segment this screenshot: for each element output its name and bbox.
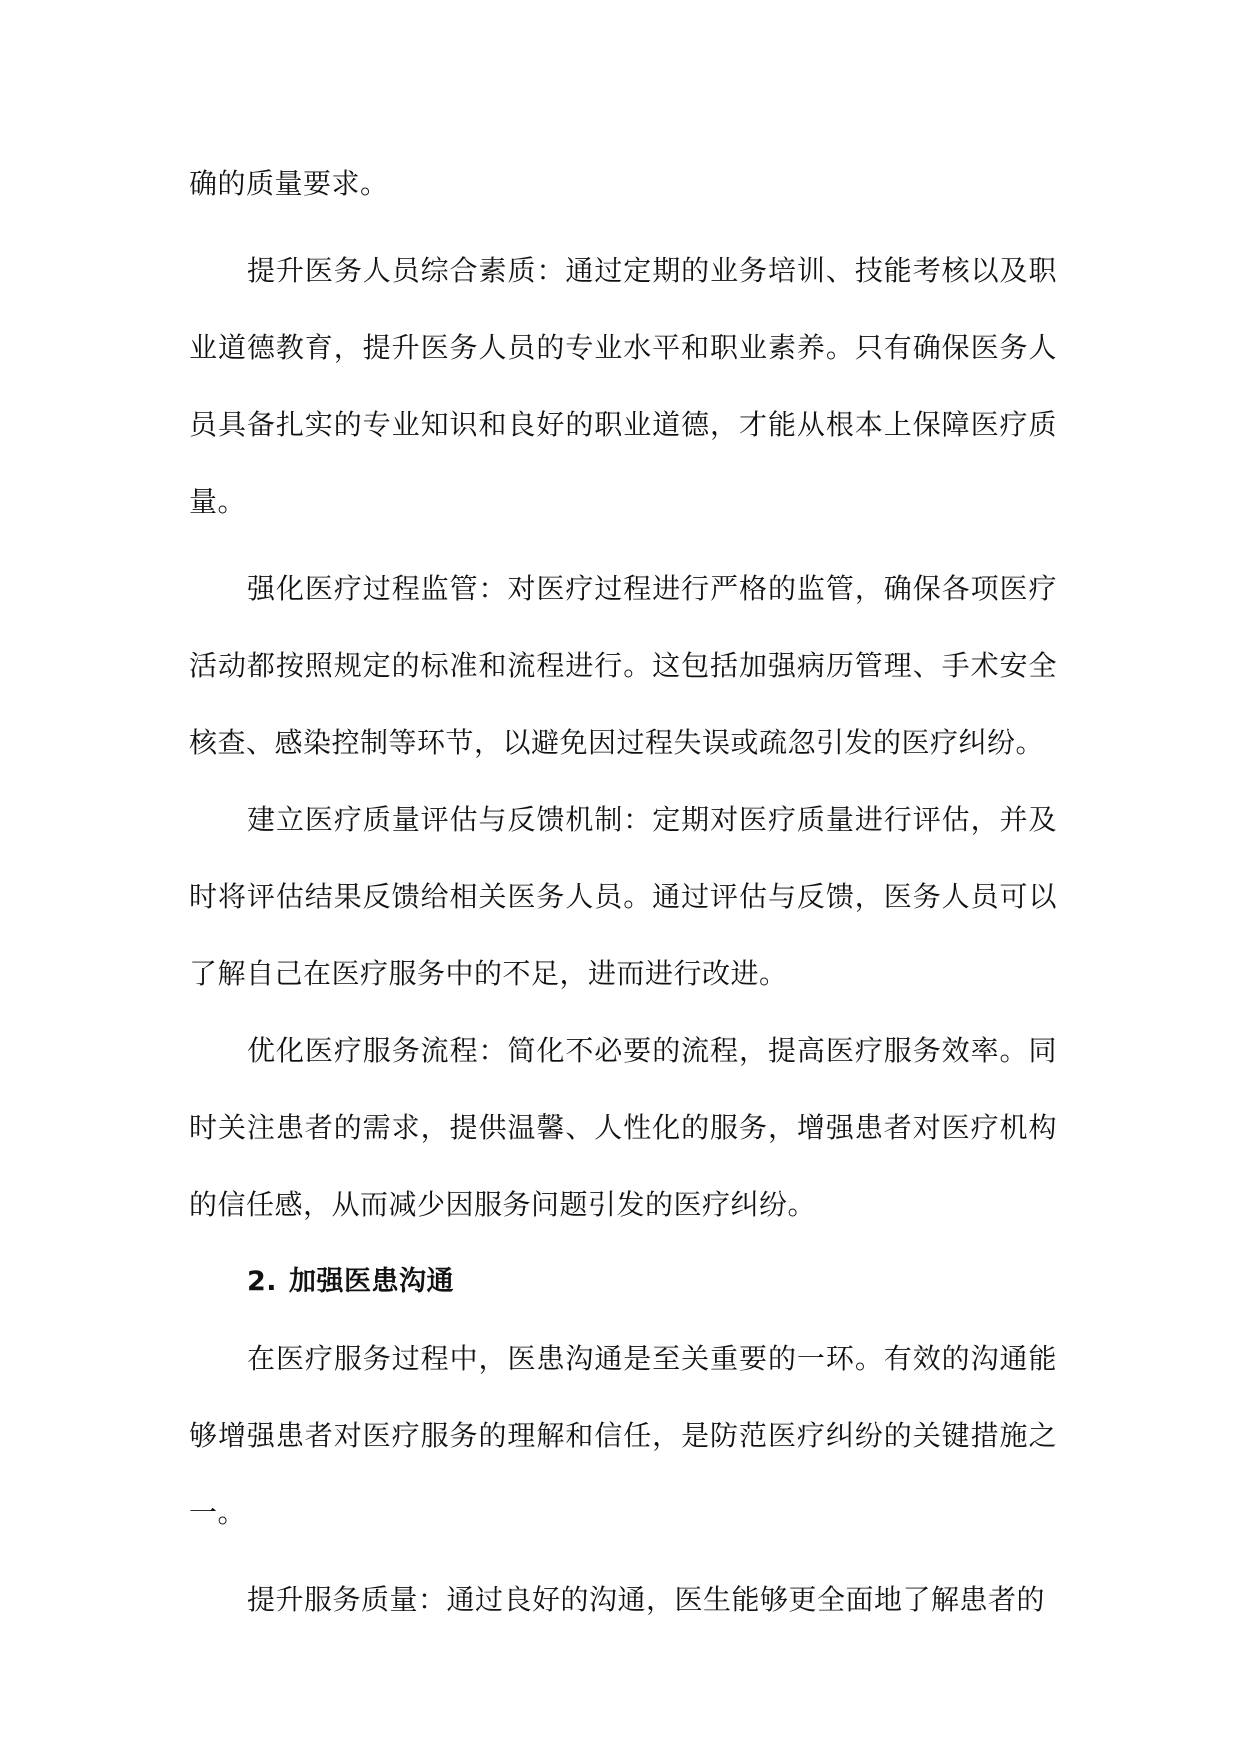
paragraph-communication-intro: 在医疗服务过程中，医患沟通是至关重要的一环。有效的沟通能够增强患者对医疗服务的理解和信任，是防范医疗纠纷的关键措施之一。 — [189, 1342, 1057, 1529]
paragraph-continuation: 确的质量要求。 — [189, 167, 389, 200]
section-title: 加强医患沟通 — [289, 1266, 455, 1297]
paragraph-service-process: 优化医疗服务流程：简化不必要的流程，提高医疗服务效率。同时关注患者的需求，提供温馨、人性化的服务，增强患者对医疗机构的信任感，从而减少因服务问题引发的医疗纠纷。 — [189, 1034, 1057, 1221]
paragraph-quality-evaluation: 建立医疗质量评估与反馈机制：定期对医疗质量进行评估，并及时将评估结果反馈给相关医务人员。通过评估与反馈，医务人员可以了解自己在医疗服务中的不足，进而进行改进。 — [189, 803, 1057, 990]
document-body — [189, 145, 1057, 1638]
paragraph-staff-quality: 提升医务人员综合素质：通过定期的业务培训、技能考核以及职业道德教育，提升医务人员的专业水平和职业素养。只有确保医务人员具备扎实的专业知识和良好的职业道德，才能从根本上保障医疗质量。 — [189, 254, 1057, 518]
section-number: 2. — [247, 1266, 278, 1297]
section-heading — [189, 1243, 1057, 1320]
paragraph-service-quality: 提升服务质量：通过良好的沟通，医生能够更全面地了解患者的 — [247, 1583, 1046, 1616]
paragraph-process-supervision: 强化医疗过程监管：对医疗过程进行严格的监管，确保各项医疗活动都按照规定的标准和流程进行。这包括加强病历管理、手术安全核查、感染控制等环节，以避免因过程失误或疏忽引发的医疗纠纷。 — [189, 572, 1057, 759]
